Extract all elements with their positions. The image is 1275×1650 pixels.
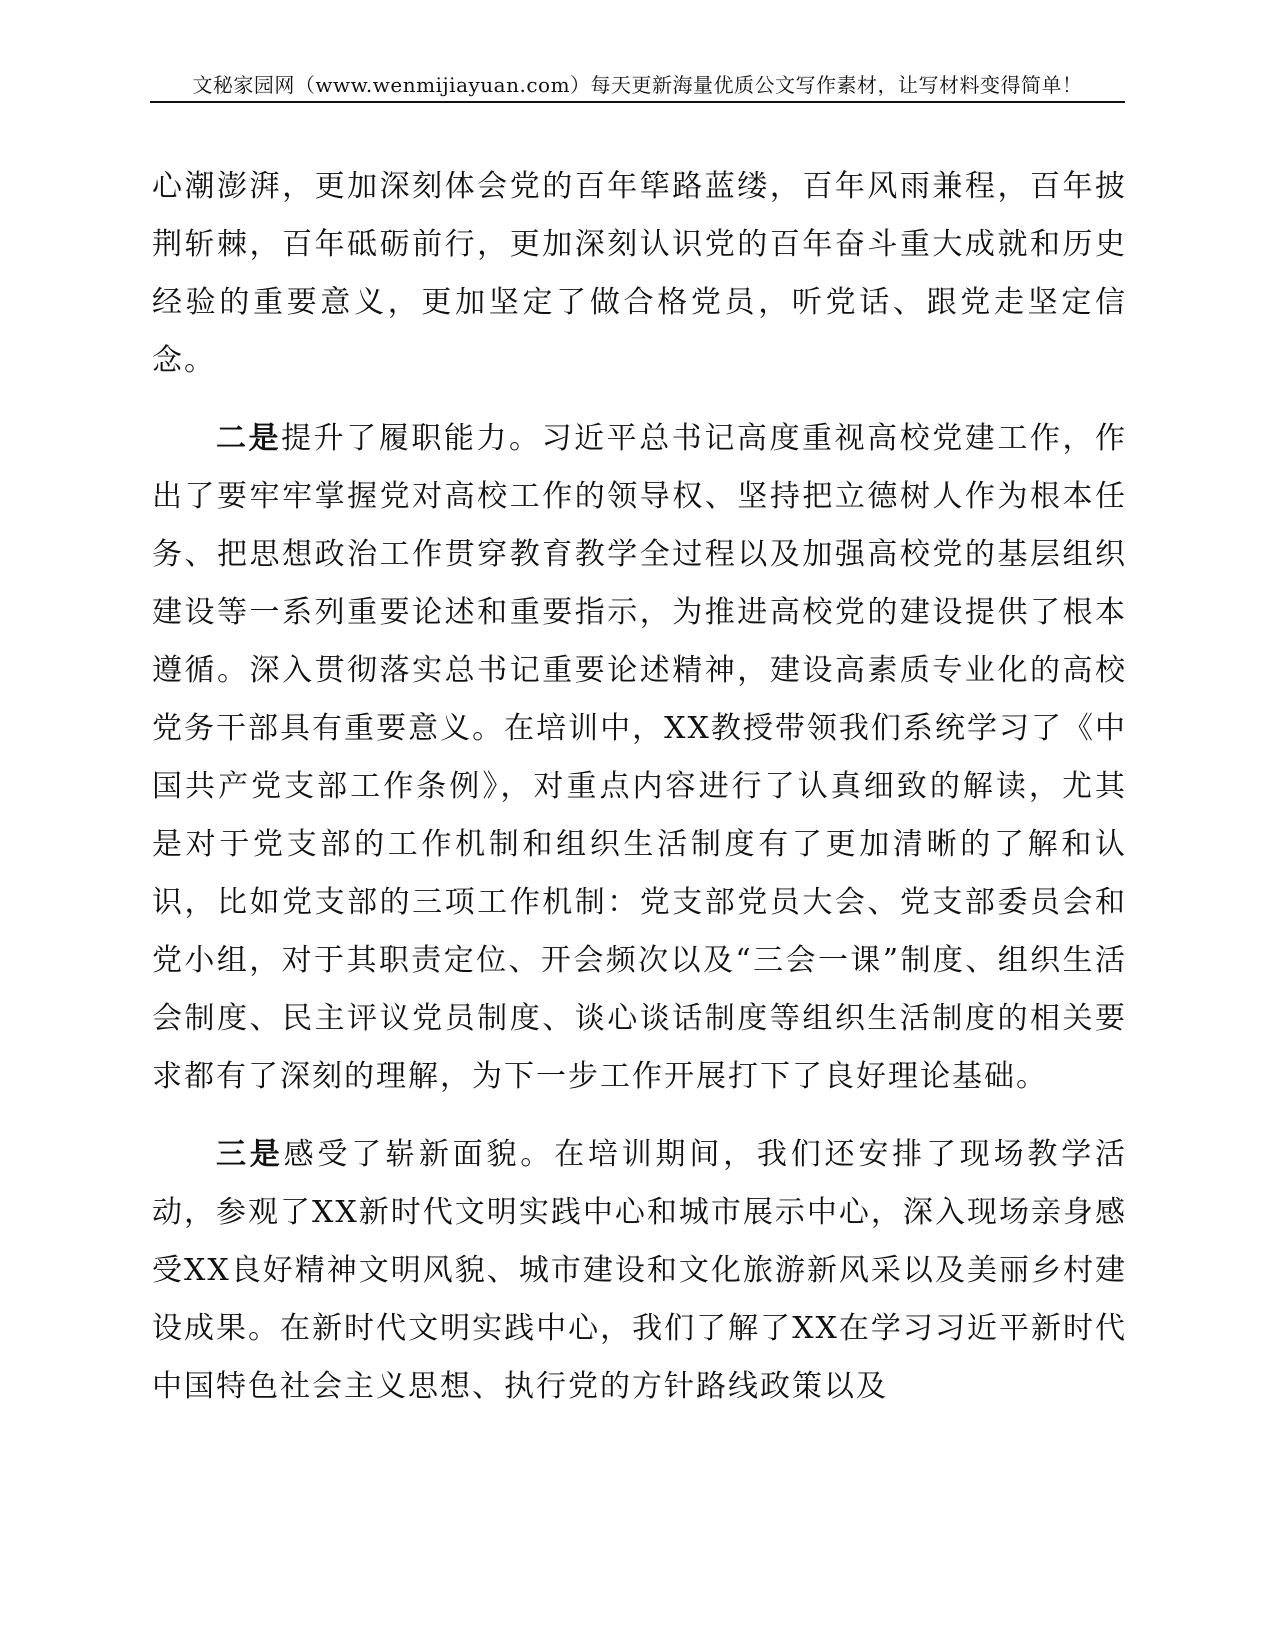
header-divider: [150, 101, 1125, 103]
document-body: [152, 158, 1127, 1416]
paragraph-continuation: [152, 158, 1127, 390]
paragraph-text: 心潮澎湃，更加深刻体会党的百年筚路蓝缕，百年风雨兼程，百年披荆斩棘，百年砥砺前行，更加深刻认识党的百年奋斗重大成就和历史经验的重要意义，更加坚定了做合格党员，听党话、跟党走坚定信念。: [152, 169, 1127, 378]
paragraph-lead: 三是: [216, 1137, 284, 1172]
page-header: 文秘家园网（www.wenmijiayuan.com）每天更新海量优质公文写作素材，让写材料变得简单！: [192, 73, 1083, 97]
paragraph-lead: 二是: [216, 421, 282, 456]
paragraph-two: [152, 410, 1127, 1106]
paragraph-three: [152, 1126, 1127, 1416]
paragraph-text: 提升了履职能力。习近平总书记高度重视高校党建工作，作出了要牢牢掌握党对高校工作的领导权、坚持把立德树人作为根本任务、把思想政治工作贯穿教育教学全过程以及加强高校党的基层组织建设等一系列重要论述和重要指示，为推进高校党的建设提供了根本遵循。深入贯彻落实总书记重要论述精神，建设高素质专业化的高校党务干部具有重要意义。在培训中，XX教授带领我们系统学习了《中国共产党支部工作条例》，对重点内容进行了认真细致的解读，尤其是对于党支部的工作机制和组织生活制度有了更加清晰的了解和认识，比如党支部的三项工作机制：党支部党员大会、党支部委员会和党小组，对于其职责定位、开会频次以及“三会一课”制度、组织生活会制度、民主评议党员制度、谈心谈话制度等组织生活制度的相关要求都有了深刻的理解，为下一步工作开展打下了良好理论基础。: [152, 421, 1128, 1094]
paragraph-text: 感受了崭新面貌。在培训期间，我们还安排了现场教学活动，参观了XX新时代文明实践中心和城市展示中心，深入现场亲身感受XX良好精神文明风貌、城市建设和文化旅游新风采以及美丽乡村建设成果。在新时代文明实践中心，我们了解了XX在学习习近平新时代中国特色社会主义思想、执行党的方针路线政策以及: [152, 1137, 1128, 1404]
